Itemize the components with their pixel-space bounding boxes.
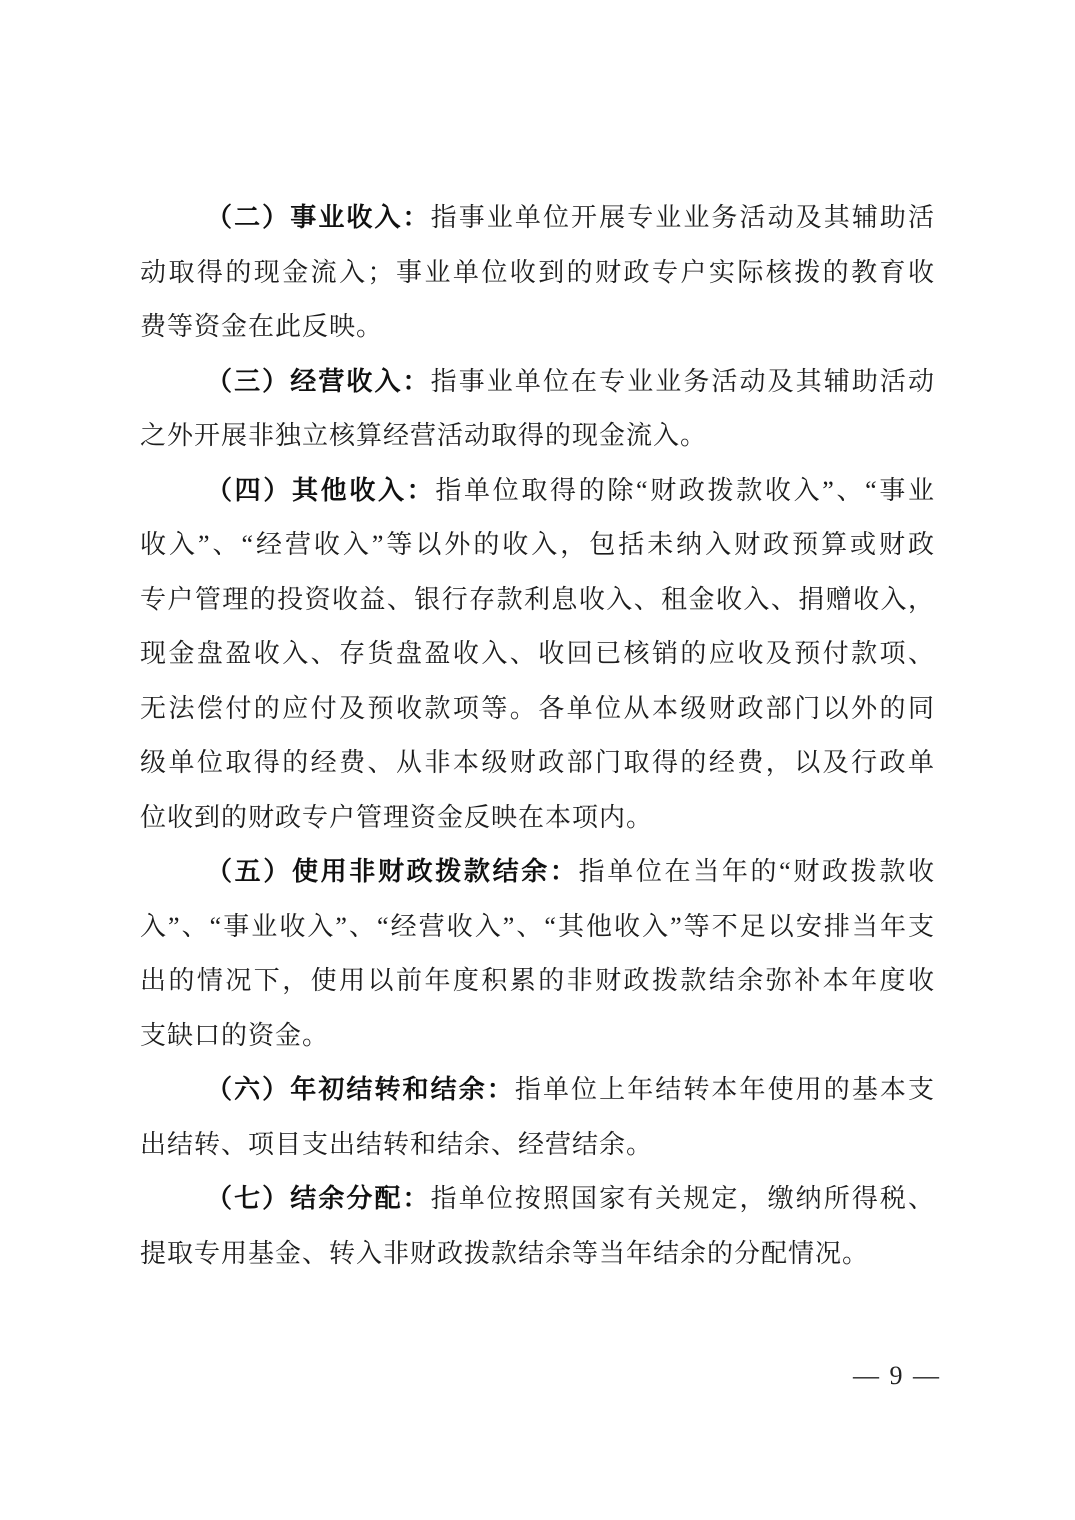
paragraph-heading: （二）事业收入： xyxy=(206,203,431,232)
paragraph-heading: （七）结余分配： xyxy=(206,1184,431,1213)
paragraph-text: 指单位取得的除“财政拨款收入”、“事业 xyxy=(435,475,935,505)
paragraph-item-7 xyxy=(140,1172,935,1281)
paragraph-line: 无法偿付的应付及预收款项等。各单位从本级财政部门以外的同 xyxy=(140,693,935,723)
paragraph-line xyxy=(140,1172,935,1227)
paragraph-line: 出结转、项目支出结转和结余、经营结余。 xyxy=(140,1129,654,1159)
paragraph-item-5 xyxy=(140,845,935,1063)
paragraph-line xyxy=(140,191,935,246)
paragraph-text: 指单位按照国家有关规定，缴纳所得税、 xyxy=(430,1184,935,1213)
paragraph-heading: （五）使用非财政拨款结余： xyxy=(206,857,579,886)
paragraph-line: 支缺口的资金。 xyxy=(140,1020,330,1050)
paragraph-line: 位收到的财政专户管理资金反映在本项内。 xyxy=(140,802,654,832)
paragraph-item-4 xyxy=(140,464,935,846)
paragraph-line xyxy=(140,845,935,900)
paragraph-line: 动取得的现金流入；事业单位收到的财政专户实际核拨的教育收 xyxy=(140,257,935,287)
paragraph-heading: （六）年初结转和结余： xyxy=(206,1075,515,1104)
paragraph-line: 之外开展非独立核算经营活动取得的现金流入。 xyxy=(140,421,708,450)
paragraph-line: 专户管理的投资收益、银行存款利息收入、租金收入、捐赠收入， xyxy=(140,584,935,614)
paragraph-heading: （三）经营收入： xyxy=(206,366,431,396)
paragraph-line: 级单位取得的经费、从非本级财政部门取得的经费，以及行政单 xyxy=(140,748,935,777)
paragraph-line xyxy=(140,355,935,410)
paragraph-text: 指事业单位开展专业业务活动及其辅助活 xyxy=(430,203,935,232)
paragraph-line: 现金盘盈收入、存货盘盈收入、收回已核销的应收及预付款项、 xyxy=(140,639,935,668)
page-number: — 9 — xyxy=(853,1361,941,1390)
paragraph-heading: （四）其他收入： xyxy=(206,475,436,505)
paragraph-item-3 xyxy=(140,355,935,464)
paragraph-line: 收入”、“经营收入”等以外的收入，包括未纳入财政预算或财政 xyxy=(140,530,935,559)
paragraph-line: 提取专用基金、转入非财政拨款结余等当年结余的分配情况。 xyxy=(140,1238,870,1268)
paragraph-text: 指单位上年结转本年使用的基本支 xyxy=(514,1075,935,1104)
paragraph-line: 入”、“事业收入”、“经营收入”、“其他收入”等不足以安排当年支 xyxy=(140,911,935,941)
paragraph-item-6 xyxy=(140,1063,935,1172)
paragraph-line xyxy=(140,1063,935,1118)
paragraph-line: 出的情况下，使用以前年度积累的非财政拨款结余弥补本年度收 xyxy=(140,966,935,995)
document-body xyxy=(140,191,935,1281)
paragraph-text: 指单位在当年的“财政拨款收 xyxy=(578,857,935,886)
paragraph-line: 费等资金在此反映。 xyxy=(140,312,384,341)
paragraph-text: 指事业单位在专业业务活动及其辅助活动 xyxy=(430,366,935,396)
paragraph-item-2 xyxy=(140,191,935,355)
paragraph-line xyxy=(140,464,935,519)
